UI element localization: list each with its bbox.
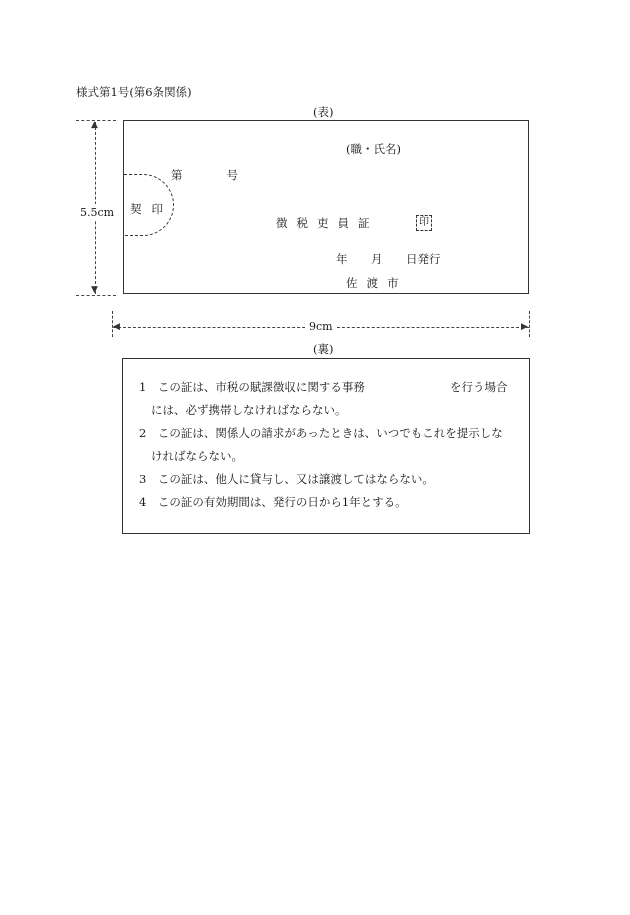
note-item-1-line-2: には、必ず携帯しなければならない。 bbox=[151, 403, 347, 417]
note-item-3: 3 この証は、他人に貸与し、又は譲渡してはならない。 bbox=[139, 472, 434, 486]
issue-date-row bbox=[336, 251, 441, 267]
note-item-1-line-1: 1 この証は、市税の賦課徴収に関する事務 bbox=[139, 380, 365, 394]
seal-label: 契印 bbox=[130, 202, 173, 216]
width-dimension-label: 9cm bbox=[305, 320, 337, 333]
note-item-2-line-2: ければならない。 bbox=[151, 449, 243, 463]
front-caption: (表) bbox=[313, 105, 334, 119]
date-year: 年 bbox=[336, 252, 348, 266]
width-dimension-right-tick bbox=[529, 311, 530, 337]
note-item-4: 4 この証の有効期間は、発行の日から1年とする。 bbox=[139, 495, 407, 509]
up-arrow-icon: ▲ bbox=[91, 120, 98, 130]
card-name: 徴税吏員証 bbox=[276, 216, 379, 230]
note-item-1-line-1-end: を行う場合 bbox=[450, 380, 508, 394]
note-item-2-line-1: 2 この証は、関係人の請求があったときは、いつでもこれを提示しな bbox=[139, 426, 503, 440]
down-arrow-icon: ▼ bbox=[91, 285, 98, 295]
left-arrow-icon: ◀ bbox=[113, 322, 120, 332]
seal-stamp-icon: 印 bbox=[416, 215, 432, 231]
form-title: 様式第1号(第6条関係) bbox=[76, 85, 192, 99]
height-dimension-bottom-tick bbox=[76, 295, 116, 296]
back-caption: (裏) bbox=[313, 342, 334, 356]
front-card bbox=[123, 120, 529, 294]
right-arrow-icon: ▶ bbox=[521, 322, 528, 332]
certificate-number-row bbox=[171, 167, 238, 183]
issuer-name: 佐渡市 bbox=[346, 276, 408, 290]
back-card bbox=[122, 358, 530, 534]
date-month: 月 bbox=[371, 252, 383, 266]
number-label-dai: 第 bbox=[171, 168, 183, 182]
height-dimension-label: 5.5cm bbox=[80, 206, 115, 219]
number-label-go: 号 bbox=[226, 168, 238, 182]
date-day-issue: 日発行 bbox=[406, 252, 441, 266]
name-title: (職・氏名) bbox=[346, 142, 401, 156]
